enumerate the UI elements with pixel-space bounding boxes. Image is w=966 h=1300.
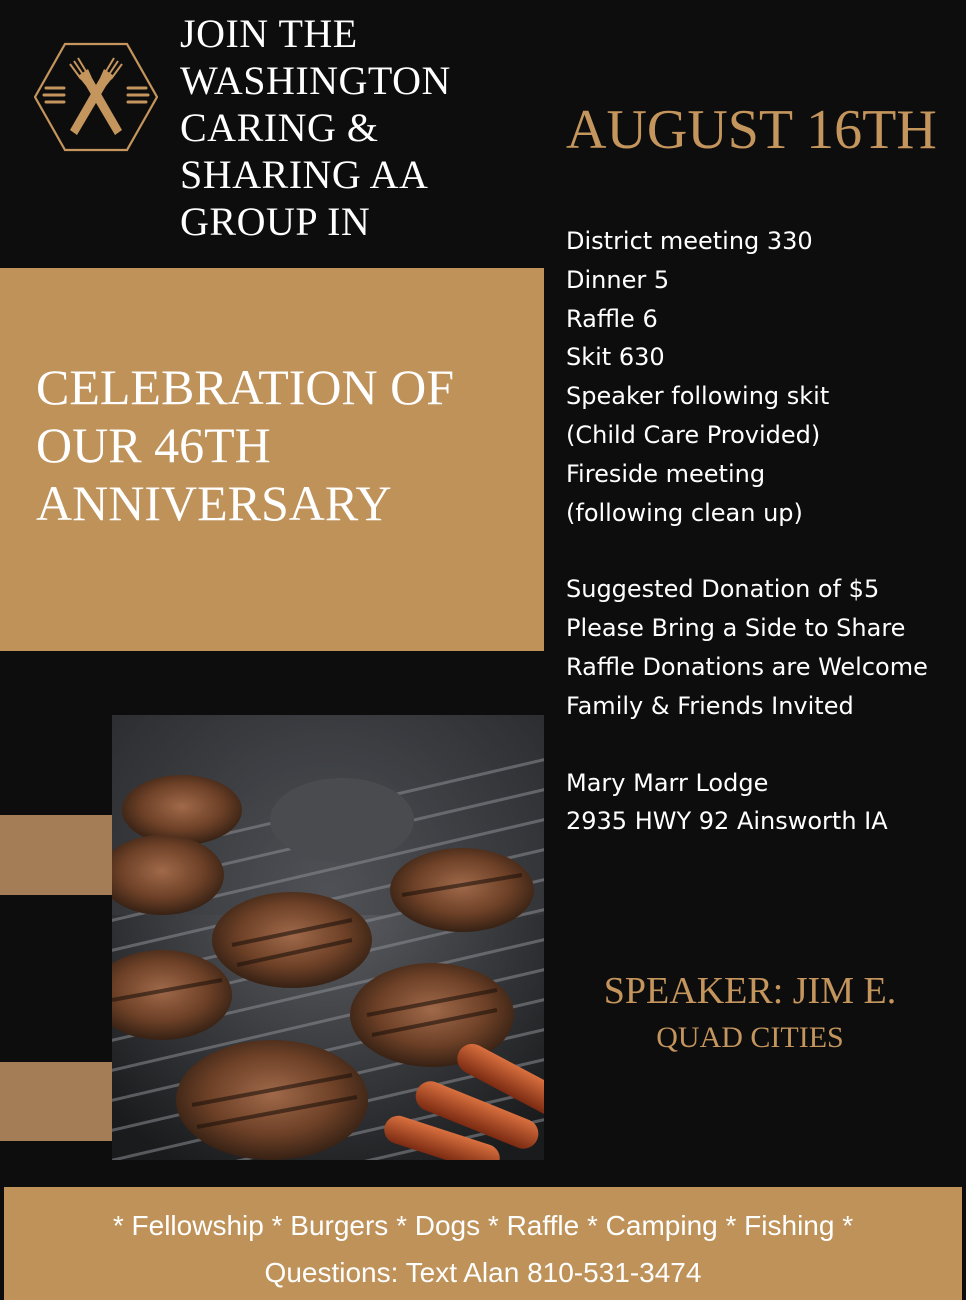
celebration-line: CELEBRATION OF bbox=[36, 359, 455, 415]
header-title-line: WASHINGTON bbox=[180, 58, 451, 103]
grill-photo bbox=[112, 715, 544, 1160]
note-item: Raffle Donations are Welcome bbox=[566, 652, 928, 681]
celebration-line: OUR 46TH bbox=[36, 417, 271, 473]
schedule-item: Dinner 5 bbox=[566, 265, 670, 294]
header-title-line: JOIN THE bbox=[180, 11, 358, 56]
footer-highlights: * Fellowship * Burgers * Dogs * Raffle * Camping * Fishing * bbox=[112, 1210, 854, 1241]
location-line: 2935 HWY 92 Ainsworth IA bbox=[566, 807, 888, 836]
note-item: Please Bring a Side to Share bbox=[566, 614, 906, 643]
celebration-heading bbox=[36, 358, 536, 532]
header-title-line: CARING & bbox=[180, 105, 379, 150]
schedule-item: District meeting 330 bbox=[566, 227, 813, 255]
accent-bar bbox=[0, 815, 112, 895]
footer-contact: Questions: Text Alan 810-531-3474 bbox=[264, 1257, 702, 1288]
note-item: Suggested Donation of $5 bbox=[566, 575, 880, 604]
header-title-line: SHARING AA bbox=[180, 152, 429, 197]
note-item: Family & Friends Invited bbox=[566, 691, 854, 720]
header-title-line: GROUP IN bbox=[180, 199, 371, 244]
schedule-item: Skit 630 bbox=[566, 343, 665, 372]
schedule-item: Raffle 6 bbox=[566, 304, 658, 333]
accent-bar bbox=[0, 1062, 112, 1141]
event-date: AUGUST 16TH bbox=[566, 99, 937, 161]
speaker-origin: QUAD CITIES bbox=[656, 1021, 844, 1054]
fork-and-knife-icon bbox=[34, 42, 158, 152]
logo bbox=[34, 42, 158, 152]
schedule-item: Speaker following skit bbox=[566, 382, 830, 411]
schedule-item: (Child Care Provided) bbox=[566, 420, 821, 449]
celebration-line: ANNIVERSARY bbox=[36, 475, 392, 531]
location-line: Mary Marr Lodge bbox=[566, 768, 769, 797]
speaker-name: SPEAKER: JIM E. bbox=[603, 970, 897, 1012]
schedule-item: (following clean up) bbox=[566, 498, 803, 527]
event-details bbox=[566, 222, 966, 841]
schedule-item: Fireside meeting bbox=[566, 459, 766, 488]
header-title bbox=[180, 10, 500, 245]
